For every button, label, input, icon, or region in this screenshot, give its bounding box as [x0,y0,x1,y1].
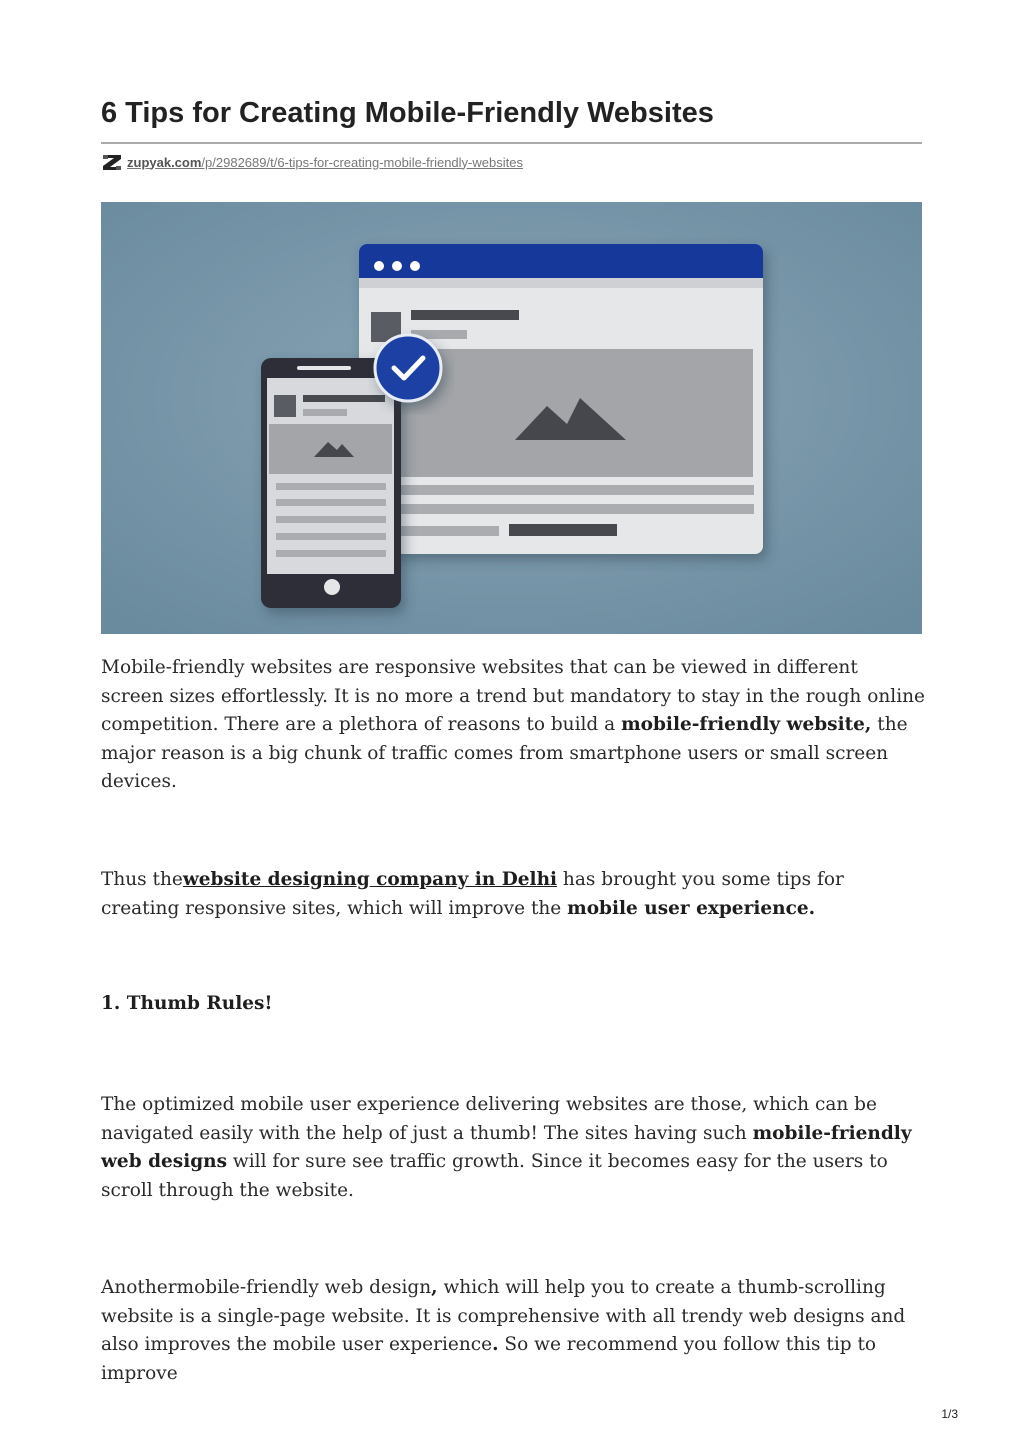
source-path: /p/2982689/t/6-tips-for-creating-mobile-friendly-websites [201,154,523,170]
source-link-row [101,152,523,172]
bold-phrase: mobile user experience. [567,897,816,919]
page-title: 6 Tips for Creating Mobile-Friendly Websites [101,97,714,129]
bold-phrase: mobile-friendly web designs [101,1122,912,1172]
source-domain: zupyak.com [127,154,202,170]
website-designing-company-link[interactable]: website designing company in Delhi [182,869,558,890]
smartphone-illustration [261,358,401,608]
thumb-rules-paragraph: The optimized mobile user experience delivering websites are those, which can be navigated easily with the help of just a thumb! The sites having such mobile-friendly web designs will for sure see traffic growth. Since it becomes easy for the users to scroll through the website. [101,1094,912,1201]
company-paragraph: Thus thewebsite designing company in Delhi has brought you some tips for creating responsive sites, which will improve the mobile user experience. [101,869,844,919]
checkmark-badge-icon [375,335,441,401]
page-number: 1/3 [941,1407,958,1421]
single-page-paragraph: Anothermobile-friendly web design, which will help you to create a thumb-scrolling website is a single-page website. It is comprehensive with all trendy web designs and also improves the mobile user experience. So we recommend you follow this tip to improve [101,1277,906,1384]
source-url-link[interactable] [127,155,523,170]
intro-paragraph: Mobile-friendly websites are responsive websites that can be viewed in different screen sizes effortlessly. It is no more a trend but mandatory to stay in the rough online competition. There are a plethora of reasons to build a mobile-friendly website, the major reason is a big chunk of traffic comes from smartphone users or small screen devices. [101,657,925,792]
title-divider [101,142,922,144]
zupyak-logo-icon [101,152,123,172]
bold-phrase: mobile-friendly website, [621,714,872,735]
hero-image [101,202,922,634]
section-heading-thumb-rules: 1. Thumb Rules! [101,993,273,1014]
